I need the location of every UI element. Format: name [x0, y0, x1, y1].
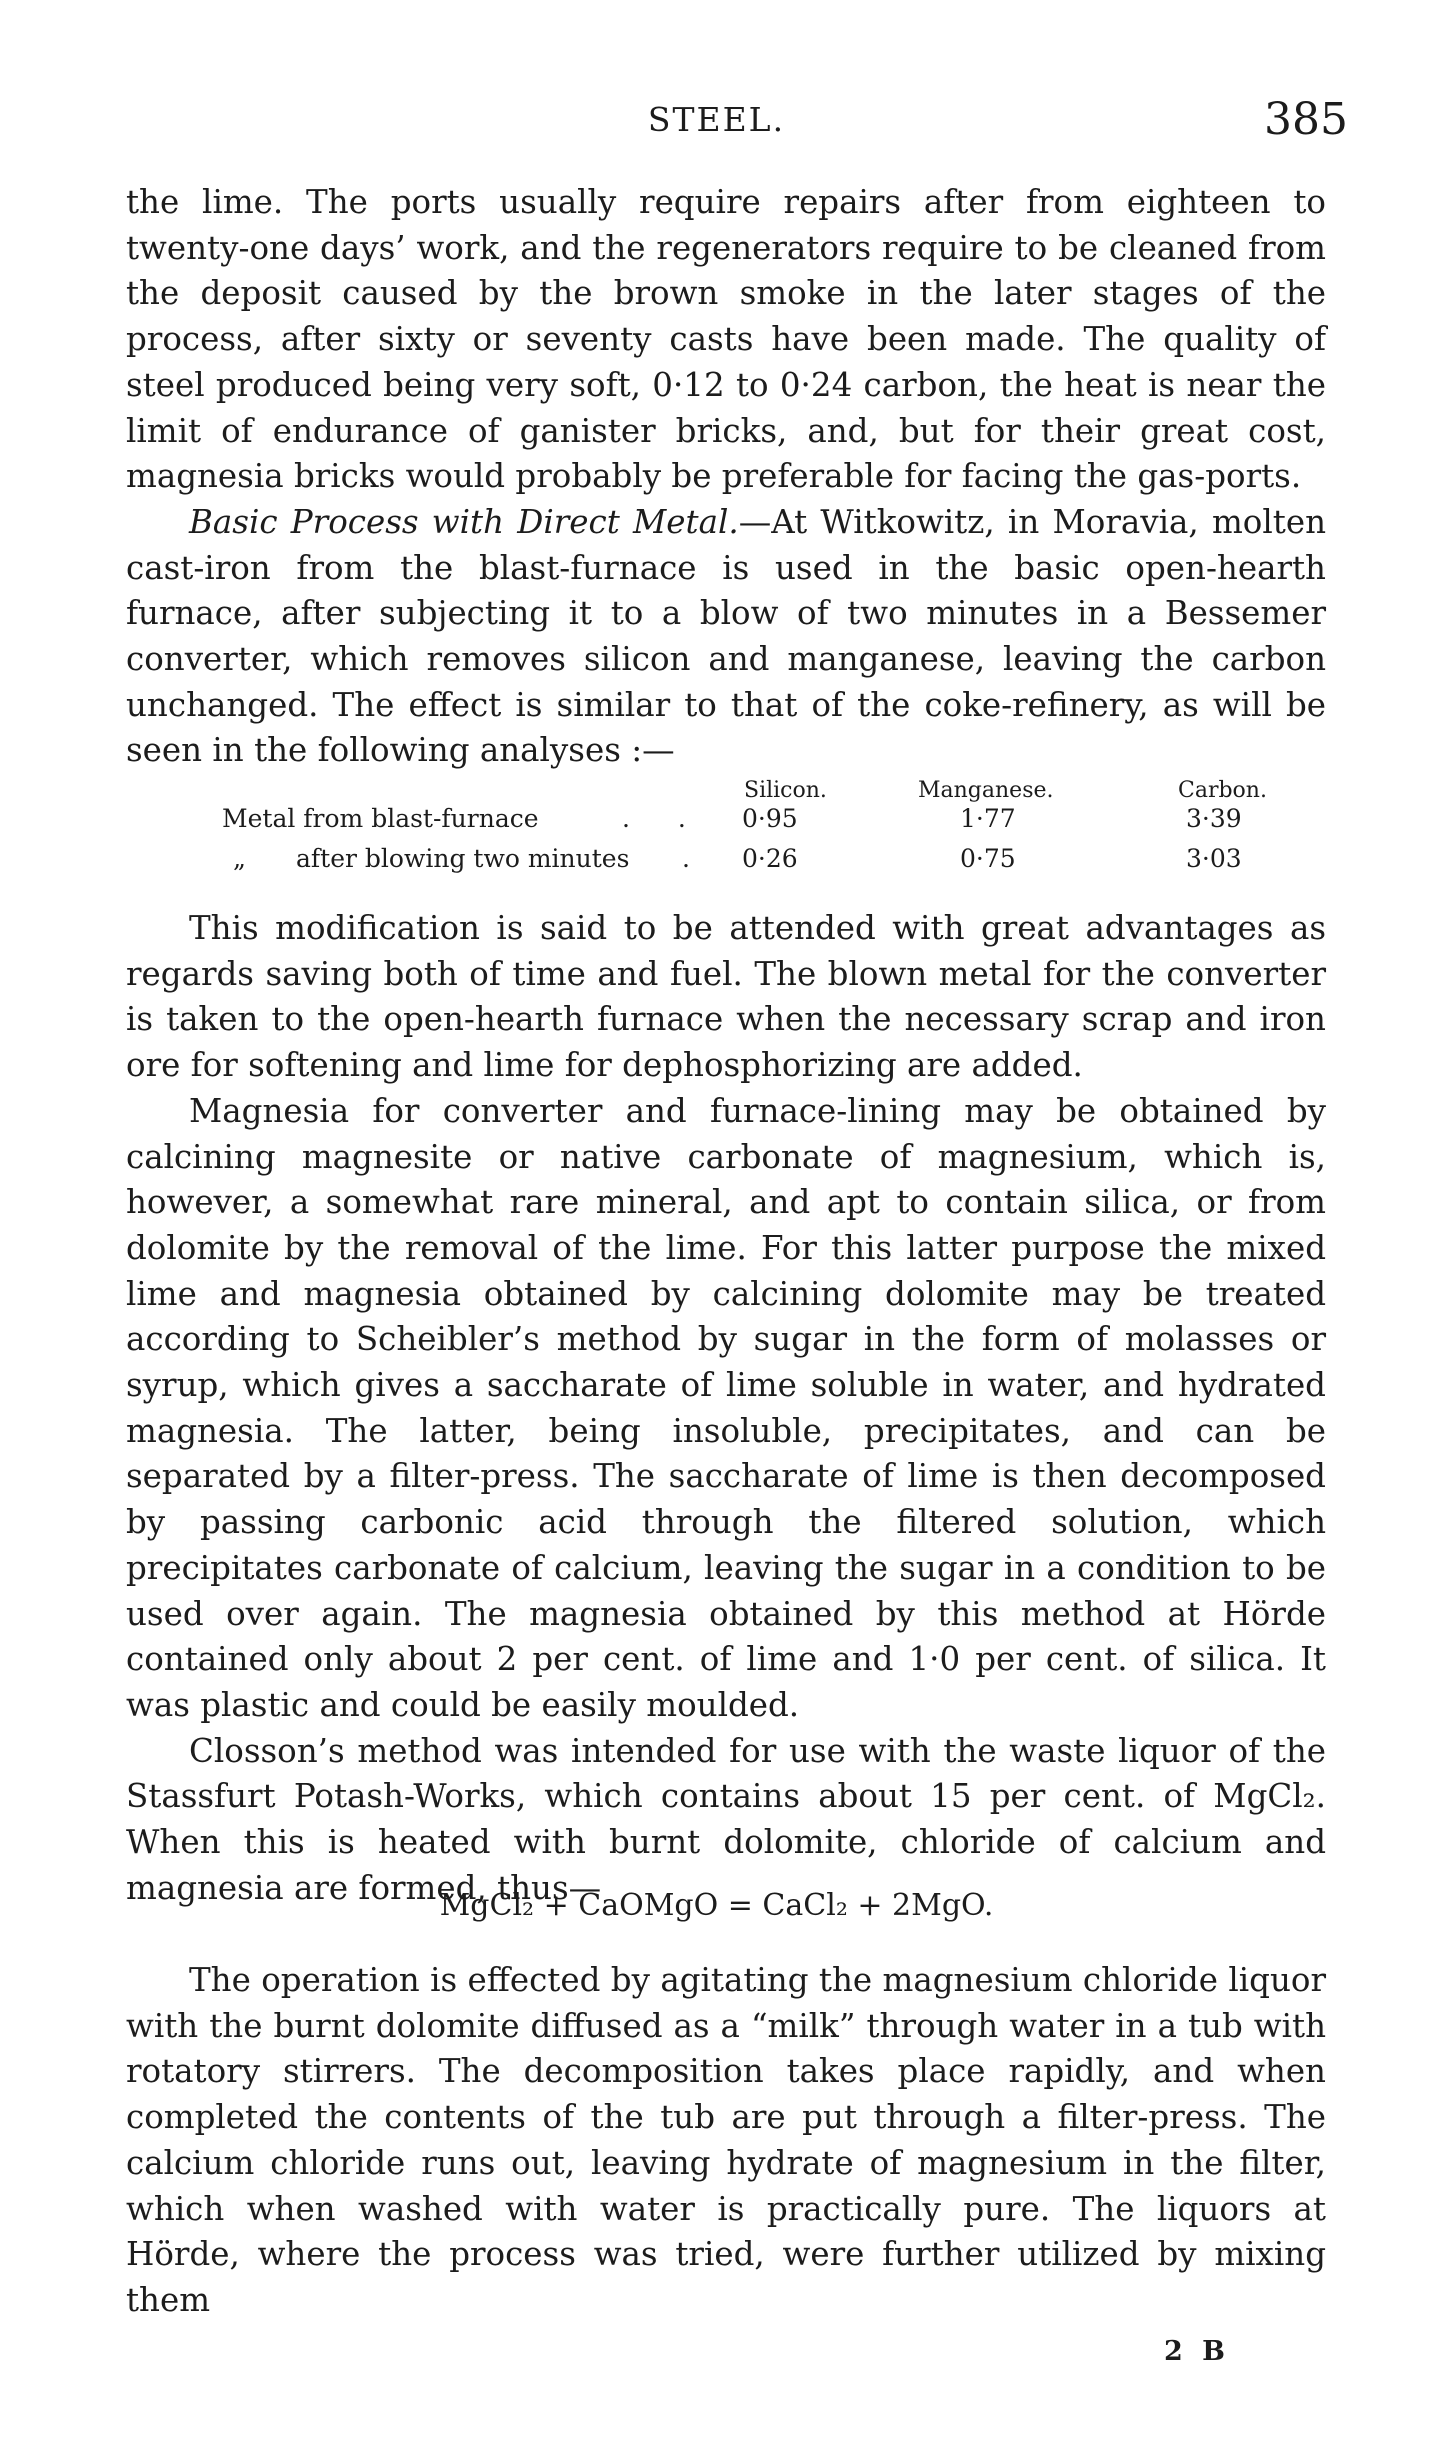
- text-block-top: [126, 180, 1326, 774]
- page-header: [0, 94, 1433, 150]
- paragraph-basic-process-text: —At Witkowitz, in Moravia, molten cast-iron from the blast-furnace is used in the basic open-hearth furnace, after subjecting it to a blow of two minutes in a Bessemer converter, which removes silicon and manganese, leaving the carbon unchanged. The effect is similar to that of the coke-refinery, as will be seen in the following analyses :—: [126, 502, 1326, 770]
- row-label: after blowing two minutes: [296, 844, 630, 873]
- table-row: [0, 844, 1433, 880]
- signature-mark: 2 B: [1164, 2336, 1231, 2367]
- text-block-middle: [126, 906, 1326, 1911]
- paragraph-modification: This modification is said to be attended with great advantages as regards saving both of time and fuel. The blown metal for the converter is taken to the open-hearth furnace when the necessary scrap and iron ore for softening and lime for dephosphorizing are added.: [126, 909, 1326, 1085]
- column-header-carbon: Carbon.: [1178, 778, 1267, 803]
- table-cell-carbon: 3·39: [1186, 804, 1242, 833]
- table-row: [0, 804, 1433, 840]
- column-header-silicon: Silicon.: [744, 778, 827, 803]
- page-number: 385: [1264, 94, 1348, 145]
- paragraph-magnesia: Magnesia for converter and furnace-lining may be obtained by calcining magnesite or native carbonate of magnesium, which is, however, a somewhat rare mineral, and apt to contain silica, or from dolomite by the removal of the lime. For this latter purpose the mixed lime and magnesia obtained by calcining dolomite may be treated according to Scheibler’s method by sugar in the form of molasses or syrup, which gives a saccharate of lime soluble in water, and hydrated magnesia. The latter, being insoluble, precipitates, and can be separated by a filter-press. The saccharate of lime is then decomposed by passing carbonic acid through the filtered solution, which precipitates carbonate of calcium, leaving the sugar in a condition to be used over again. The magnesia obtained by this method at Hörde contained only about 2 per cent. of lime and 1·0 per cent. of silica. It was plastic and could be easily moulded.: [126, 1091, 1326, 1724]
- column-header-manganese: Manganese.: [918, 778, 1054, 803]
- paragraph-clossons-method: Closson’s method was intended for use with the waste liquor of the Stassfurt Potash-Works, which contains about 15 per cent. of MgCl₂. When this is heated with burnt dolomite, chloride of calcium and magnesia are formed, thus—: [126, 1731, 1326, 1907]
- table-cell-manganese: 0·75: [960, 844, 1016, 873]
- table-cell-silicon: 0·26: [742, 844, 798, 873]
- section-heading-basic-process: Basic Process with Direct Metal.: [189, 502, 739, 541]
- running-title: STEEL.: [647, 100, 786, 139]
- paragraph-operation: The operation is effected by agitating the magnesium chloride liquor with the burnt dolomite diffused as a “milk” through water in a tub with rotatory stirrers. The decomposition takes place rapidly, and when completed the contents of the tub are put through a filter-press. The calcium chloride runs out, leaving hydrate of magnesium in the filter, which when washed with water is practically pure. The liquors at Hörde, where the process was tried, were further utilized by mixing them: [126, 1961, 1326, 2319]
- chemical-equation: MgCl₂ + CaOMgO = CaCl₂ + 2MgO.: [439, 1888, 994, 1923]
- text-block-bottom: [126, 1958, 1326, 2324]
- table-cell-manganese: 1·77: [960, 804, 1016, 833]
- paragraph-basic-process: [126, 500, 1326, 774]
- table-cell-silicon: 0·95: [742, 804, 798, 833]
- ditto-mark: „: [233, 844, 246, 873]
- dot-leader: . .: [622, 804, 706, 833]
- table-cell-carbon: 3·03: [1186, 844, 1242, 873]
- paragraph-lime-ports: the lime. The ports usually require repairs after from eighteen to twenty-one days’ work, and the regenerators require to be cleaned from the deposit caused by the brown smoke in the later stages of the process, after sixty or seventy casts have been made. The quality of steel produced being very soft, 0·12 to 0·24 carbon, the heat is near the limit of endurance of ganister bricks, and, but for their great cost, magnesia bricks would probably be preferable for facing the gas-ports.: [126, 183, 1326, 496]
- analyses-table: [0, 778, 1433, 888]
- dot-leader: .: [682, 844, 710, 873]
- row-label: Metal from blast-furnace: [222, 804, 539, 833]
